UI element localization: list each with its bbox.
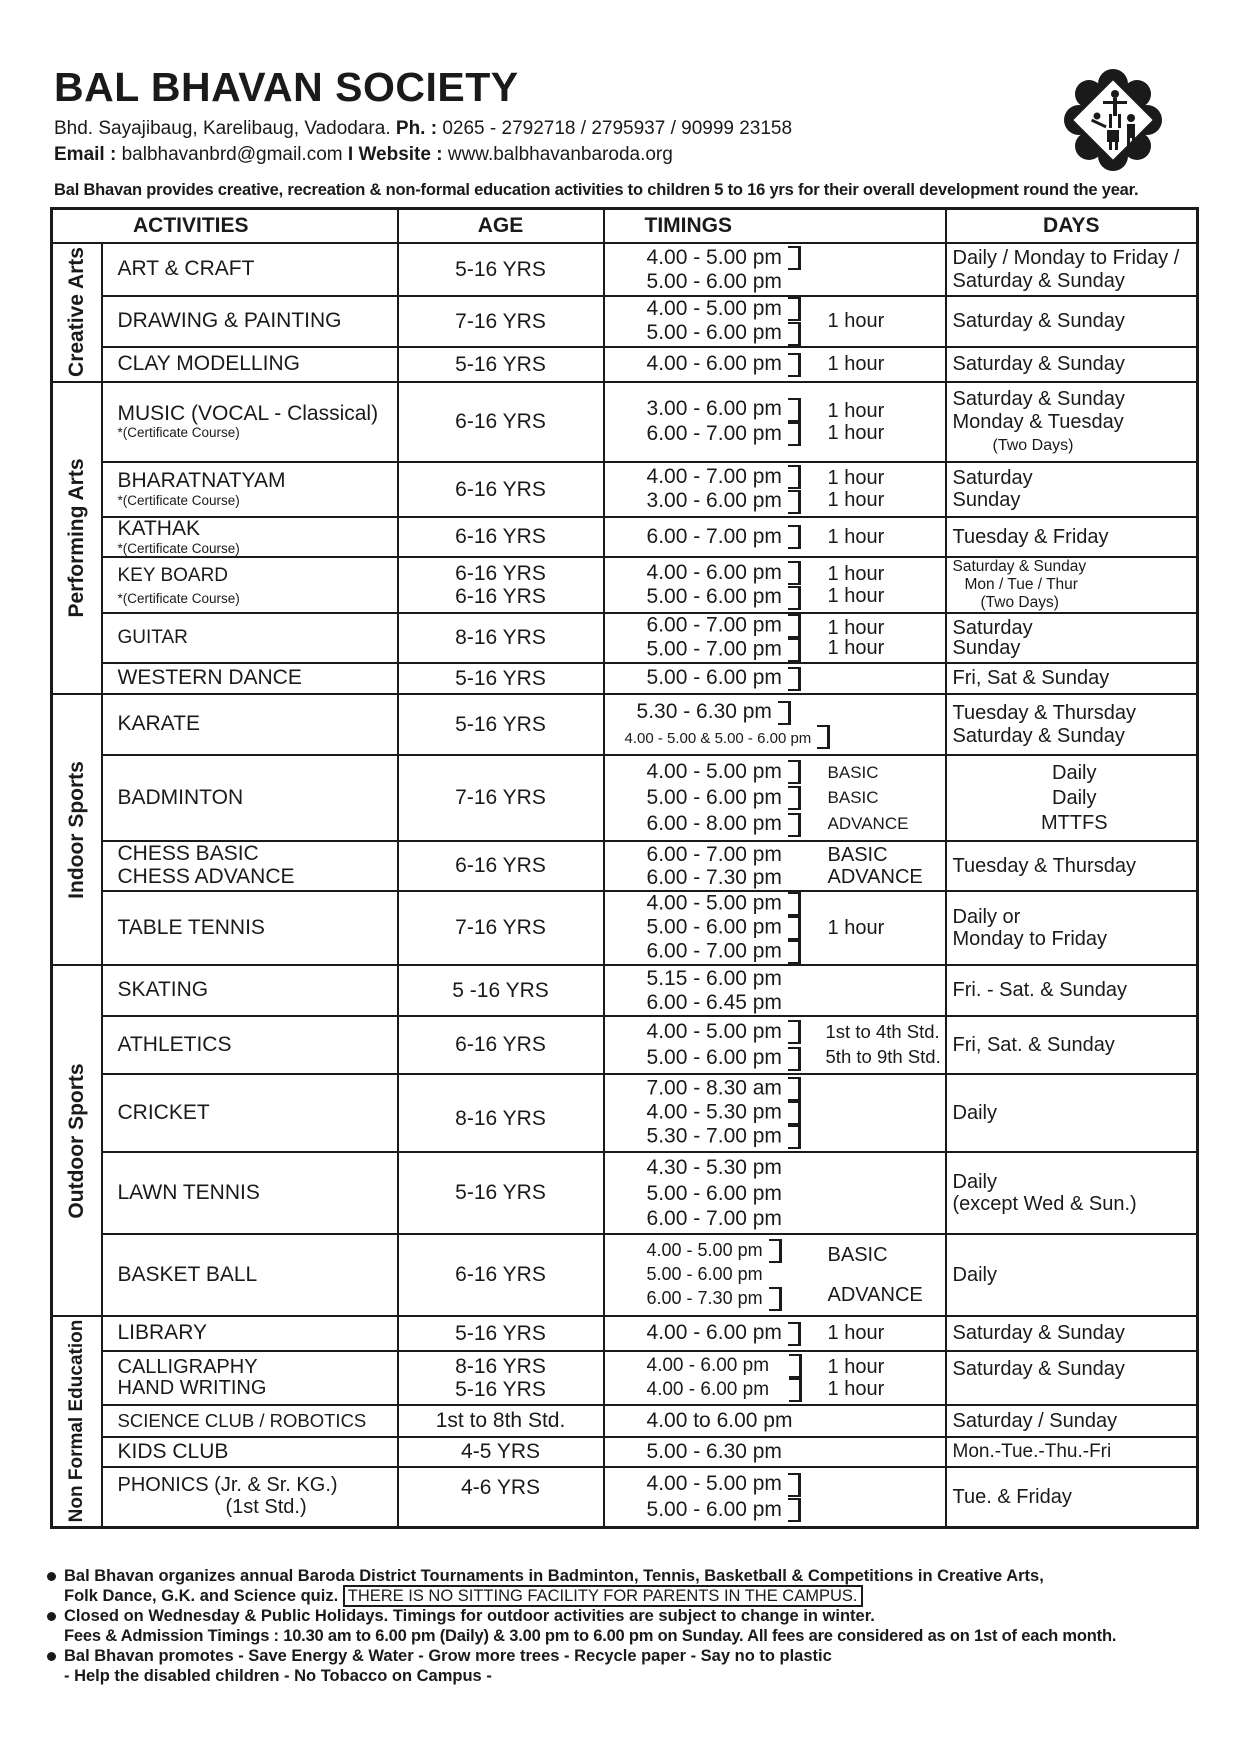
days: Tue. & Friday — [946, 1467, 1198, 1527]
table-row — [52, 462, 1198, 517]
timings: 4.00 - 5.00 pm 5.00 - 6.00 pm 6.00 - 7.30 pm — [604, 1234, 826, 1316]
age: 7-16 YRS — [398, 755, 604, 841]
timings: 5.15 - 6.00 pm 6.00 - 6.45 pm — [604, 965, 826, 1016]
table-row — [52, 965, 1198, 1016]
activity-name: BHARATNATYAM *(Certificate Course) — [102, 462, 398, 517]
age: 5-16 YRS — [398, 1316, 604, 1351]
age: 6-16 YRS — [398, 517, 604, 557]
activity-name: LAWN TENNIS — [102, 1152, 398, 1234]
table-row — [52, 347, 1198, 382]
activity-name: WESTERN DANCE — [102, 663, 398, 694]
days: Fri, Sat & Sunday — [946, 663, 1198, 694]
age: 5 -16 YRS — [398, 965, 604, 1016]
duration: 1 hour 1 hour — [826, 613, 946, 663]
table-row — [52, 557, 1198, 613]
note-tournaments: Bal Bhavan organizes annual Baroda District Tournaments in Badminton, Tennis, Basketball & Competitions in Creative Arts, Folk Dance, G.K. and Science quiz. THERE IS NO SITTING FACILITY FOR PARENTS IN THE CAMPUS. — [44, 1566, 1204, 1606]
email-label: Email : — [54, 144, 117, 165]
timings: 5.00 - 6.00 pm — [604, 663, 826, 694]
age: 4-5 YRS — [398, 1437, 604, 1467]
days: Saturday / Sunday — [946, 1405, 1198, 1437]
email[interactable]: balbhavanbrd@gmail.com — [121, 144, 343, 165]
days: Saturday & Sunday — [946, 1351, 1198, 1405]
address: Bhd. Sayajibaug, Karelibaug, Vadodara. — [54, 118, 391, 139]
activity-name: KIDS CLUB — [102, 1437, 398, 1467]
activity-name: LIBRARY — [102, 1316, 398, 1351]
address-line — [54, 118, 792, 140]
age: 5-16 YRS — [398, 1152, 604, 1234]
website-label: Website : — [358, 144, 443, 165]
age: 4-6 YRS — [398, 1467, 604, 1527]
timings: 4.00 - 5.00 pm 5.00 - 6.00 pm — [604, 1467, 826, 1527]
col-age: AGE — [398, 209, 604, 244]
contact-line — [54, 144, 673, 166]
duration: 1 hour — [826, 517, 946, 557]
duration — [826, 1437, 946, 1467]
days: Daily (except Wed & Sun.) — [946, 1152, 1198, 1234]
age: 6-16 YRS — [398, 382, 604, 462]
days: Daily / Monday to Friday / Saturday & Sunday — [946, 243, 1198, 296]
parents-notice: THERE IS NO SITTING FACILITY FOR PARENTS IN THE CAMPUS. — [343, 1585, 863, 1607]
age: 5-16 YRS — [398, 347, 604, 382]
age: 5-16 YRS — [398, 694, 604, 755]
age: 6-16 YRS — [398, 841, 604, 891]
table-row — [52, 243, 1198, 296]
activities-table — [50, 207, 1199, 1529]
days: Mon.-Tue.-Thu.-Fri — [946, 1437, 1198, 1467]
age: 8-16 YRS 5-16 YRS — [398, 1351, 604, 1405]
col-timings: TIMINGS — [604, 209, 946, 244]
table-row — [52, 296, 1198, 347]
page-title: BAL BHAVAN SOCIETY — [54, 64, 519, 110]
timings: 6.00 - 7.00 pm 6.00 - 7.30 pm — [604, 841, 826, 891]
bullet-icon — [47, 1612, 56, 1621]
activity-name: DRAWING & PAINTING — [102, 296, 398, 347]
timings: 6.00 - 7.00 pm — [604, 517, 826, 557]
phone: 0265 - 2792718 / 2795937 / 90999 23158 — [442, 118, 793, 139]
bullet-icon — [47, 1572, 56, 1581]
duration: 1 hour 1 hour — [826, 462, 946, 517]
certificate-note: *(Certificate Course) — [117, 590, 240, 606]
phone-label: Ph. : — [395, 118, 438, 139]
duration — [826, 1152, 946, 1234]
activity-name: SKATING — [102, 965, 398, 1016]
level: BASIC BASIC ADVANCE — [826, 755, 946, 841]
timings: 4.00 - 6.00 pm 5.00 - 6.00 pm — [604, 557, 826, 613]
table-row — [52, 694, 1198, 755]
duration — [826, 663, 946, 694]
activity-name: CHESS BASIC CHESS ADVANCE — [102, 841, 398, 891]
duration — [826, 1405, 946, 1437]
category-creative-arts: Creative Arts — [52, 243, 102, 382]
duration: 1 hour — [826, 1316, 946, 1351]
activity-name: MUSIC (VOCAL - Classical) *(Certificate Course) — [102, 382, 398, 462]
duration — [826, 243, 946, 296]
table-row — [52, 841, 1198, 891]
age: 1st to 8th Std. — [398, 1405, 604, 1437]
col-days: DAYS — [946, 209, 1198, 244]
duration: 1 hour 1 hour — [826, 557, 946, 613]
duration — [826, 965, 946, 1016]
table-row — [52, 1467, 1198, 1527]
activity-name: CRICKET — [102, 1074, 398, 1152]
activity-name: KATHAK *(Certificate Course) — [102, 517, 398, 557]
activity-name: CLAY MODELLING — [102, 347, 398, 382]
table-row — [52, 1351, 1198, 1405]
days: Daily or Monday to Friday — [946, 891, 1198, 965]
category-indoor-sports: Indoor Sports — [52, 694, 102, 965]
age: 5-16 YRS — [398, 243, 604, 296]
timings: 4.00 - 6.00 pm — [604, 1316, 826, 1351]
table-row — [52, 613, 1198, 663]
footer-notes — [44, 1566, 1204, 1686]
activity-name: BADMINTON — [102, 755, 398, 841]
table-header-row — [52, 209, 1198, 244]
days: Daily — [946, 1074, 1198, 1152]
category-non-formal-education: Non Formal Education — [52, 1316, 102, 1527]
timings: 4.00 - 6.00 pm 4.00 - 6.00 pm — [604, 1351, 826, 1405]
standard: 1st to 4th Std. 5th to 9th Std. — [826, 1016, 946, 1074]
activity-name: PHONICS (Jr. & Sr. KG.) (1st Std.) — [102, 1467, 398, 1527]
duration: 1 hour — [826, 347, 946, 382]
timings: 4.00 - 7.00 pm 3.00 - 6.00 pm — [604, 462, 826, 517]
activity-name: GUITAR — [102, 613, 398, 663]
days: Daily Daily MTTFS — [946, 755, 1198, 841]
intro-text: Bal Bhavan provides creative, recreation & non-formal education activities to children 5 to 16 yrs for their overall development round the year. — [54, 181, 1139, 199]
bullet-icon — [47, 1652, 56, 1661]
table-row — [52, 1152, 1198, 1234]
days: Saturday & Sunday — [946, 296, 1198, 347]
certificate-note: *(Certificate Course) — [117, 492, 240, 508]
table-row — [52, 1074, 1198, 1152]
timings: 3.00 - 6.00 pm 6.00 - 7.00 pm — [604, 382, 826, 462]
timings: 4.00 - 6.00 pm — [604, 347, 826, 382]
duration: 1 hour — [826, 891, 946, 965]
duration: 1 hour 1 hour — [826, 382, 946, 462]
timings: 4.00 - 5.00 pm 5.00 - 6.00 pm — [604, 296, 826, 347]
activity-name: ATHLETICS — [102, 1016, 398, 1074]
level: BASIC ADVANCE — [826, 1234, 946, 1316]
timings: 4.00 - 5.00 pm 5.00 - 6.00 pm 6.00 - 7.00 pm — [604, 891, 826, 965]
table-row — [52, 1234, 1198, 1316]
days: Saturday & Sunday — [946, 347, 1198, 382]
category-performing-arts: Performing Arts — [52, 382, 102, 694]
table-row — [52, 891, 1198, 965]
days: Fri, Sat. & Sunday — [946, 1016, 1198, 1074]
activity-name: TABLE TENNIS — [102, 891, 398, 965]
col-activities: ACTIVITIES — [52, 209, 398, 244]
age: 8-16 YRS — [398, 613, 604, 663]
days: Saturday & Sunday — [946, 1316, 1198, 1351]
age: 6-16 YRS 6-16 YRS — [398, 557, 604, 613]
duration — [826, 694, 946, 755]
age: 6-16 YRS — [398, 1234, 604, 1316]
activity-name: SCIENCE CLUB / ROBOTICS — [102, 1405, 398, 1437]
note-closed: Closed on Wednesday & Public Holidays. Timings for outdoor activities are subject to change in winter. Fees & Admission Timings : 10.30 am to 6.00 pm (Daily) & 3.00 pm to 6.00 pm on Sunday. All fees are considered as on 1st of each month. — [44, 1606, 1204, 1646]
separator: I — [347, 144, 354, 165]
duration — [826, 1467, 946, 1527]
note-promotes: Bal Bhavan promotes - Save Energy & Water - Grow more trees - Recycle paper - Say no to plastic - Help the disabled children - No Tobacco on Campus - — [44, 1646, 1204, 1686]
days: Daily — [946, 1234, 1198, 1316]
bal-bhavan-logo — [1063, 68, 1163, 172]
table-row — [52, 1016, 1198, 1074]
activity-name: BASKET BALL — [102, 1234, 398, 1316]
timings: 4.00 - 5.00 pm 5.00 - 6.00 pm — [604, 243, 826, 296]
days: Tuesday & Thursday — [946, 841, 1198, 891]
duration: 1 hour — [826, 296, 946, 347]
activity-name: CALLIGRAPHY HAND WRITING — [102, 1351, 398, 1405]
days: Saturday & Sunday Monday & Tuesday (Two Days) — [946, 382, 1198, 462]
level: BASIC ADVANCE — [826, 841, 946, 891]
days: Saturday Sunday — [946, 462, 1198, 517]
timings: 4.00 - 5.00 pm 5.00 - 6.00 pm — [604, 1016, 826, 1074]
certificate-note: *(Certificate Course) — [117, 425, 240, 441]
timings: 5.30 - 6.30 pm 4.00 - 5.00 & 5.00 - 6.00 pm — [604, 694, 826, 755]
duration — [826, 1074, 946, 1152]
table-row — [52, 382, 1198, 462]
age: 8-16 YRS — [398, 1074, 604, 1152]
table-row — [52, 755, 1198, 841]
activity-name: ART & CRAFT — [102, 243, 398, 296]
table-row — [52, 1316, 1198, 1351]
age: 5-16 YRS — [398, 663, 604, 694]
age: 6-16 YRS — [398, 462, 604, 517]
timings: 4.00 to 6.00 pm — [604, 1405, 826, 1437]
category-outdoor-sports: Outdoor Sports — [52, 965, 102, 1316]
days: Saturday & Sunday Mon / Tue / Thur (Two Days) — [946, 557, 1198, 613]
timings: 5.00 - 6.30 pm — [604, 1437, 826, 1467]
timings: 4.30 - 5.30 pm 5.00 - 6.00 pm 6.00 - 7.00 pm — [604, 1152, 826, 1234]
days: Fri. - Sat. & Sunday — [946, 965, 1198, 1016]
age: 7-16 YRS — [398, 891, 604, 965]
table-row — [52, 517, 1198, 557]
age: 7-16 YRS — [398, 296, 604, 347]
timings: 7.00 - 8.30 am 4.00 - 5.30 pm 5.30 - 7.00 pm — [604, 1074, 826, 1152]
activity-name: KEY BOARD *(Certificate Course) — [102, 557, 398, 613]
days: Tuesday & Friday — [946, 517, 1198, 557]
activity-name: KARATE — [102, 694, 398, 755]
table-row — [52, 663, 1198, 694]
website[interactable]: www.balbhavanbaroda.org — [447, 144, 673, 165]
timings: 4.00 - 5.00 pm 5.00 - 6.00 pm 6.00 - 8.00 pm — [604, 755, 826, 841]
table-row — [52, 1405, 1198, 1437]
days: Saturday Sunday — [946, 613, 1198, 663]
days: Tuesday & Thursday Saturday & Sunday — [946, 694, 1198, 755]
timings: 6.00 - 7.00 pm 5.00 - 7.00 pm — [604, 613, 826, 663]
duration: 1 hour 1 hour — [826, 1351, 946, 1405]
table-row — [52, 1437, 1198, 1467]
certificate-note: *(Certificate Course) — [117, 540, 240, 556]
age: 6-16 YRS — [398, 1016, 604, 1074]
